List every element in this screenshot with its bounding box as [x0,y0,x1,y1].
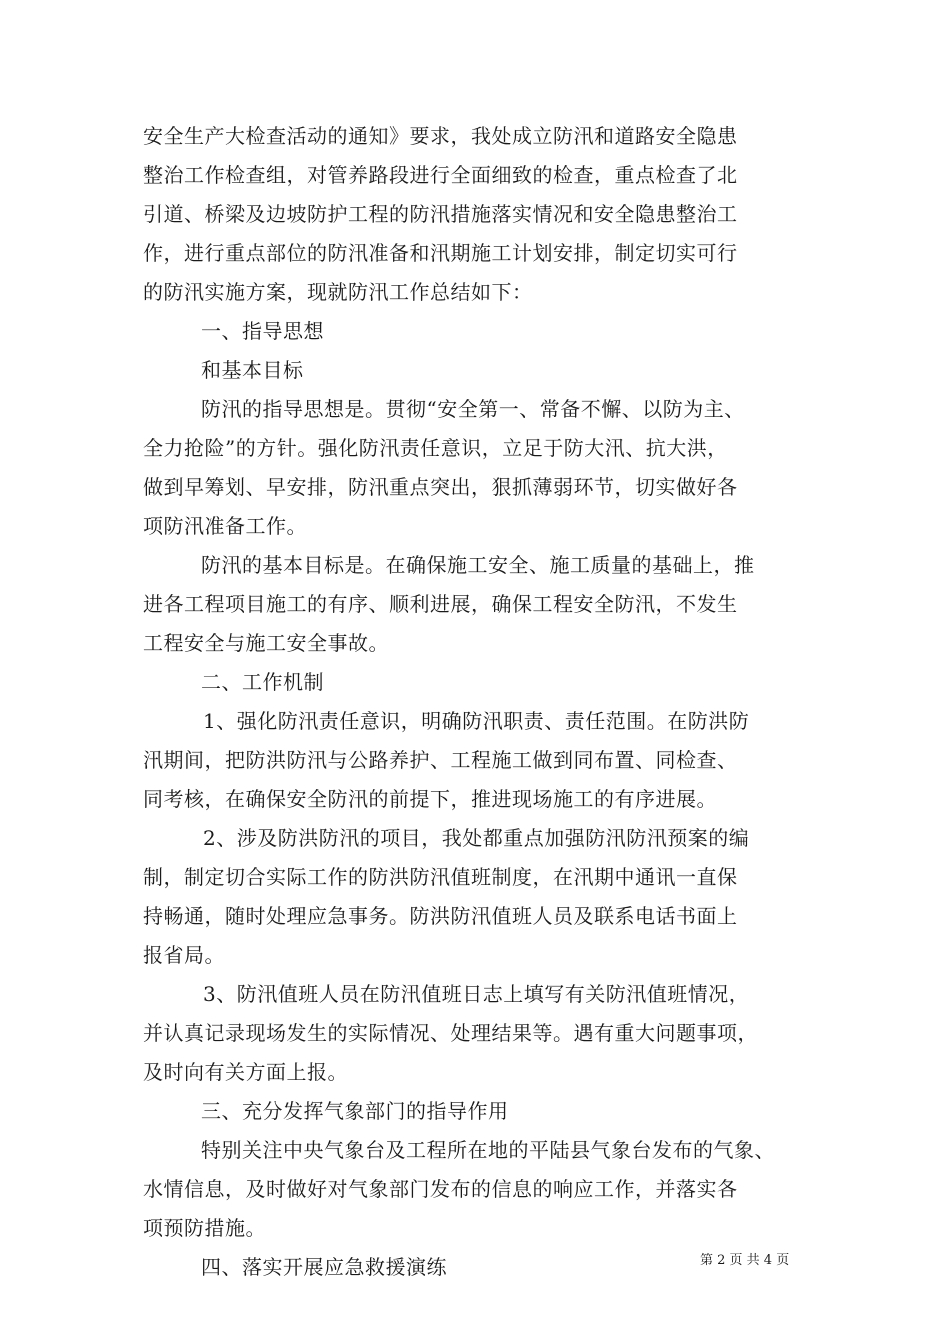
section-heading: 和基本目标 [201,358,304,382]
text-line: 持畅通，随时处理应急事务。防洪防汛值班人员及联系电话书面上 [143,904,738,928]
text-line: 水情信息，及时做好对气象部门发布的信息的响应工作，并落实各 [143,1177,738,1201]
text-line: 防汛的基本目标是。在确保施工安全、施工质量的基础上，推 [201,553,755,577]
text-line: 工程安全与施工安全事故。 [143,631,389,655]
text-line: 安全生产大检查活动的通知》要求，我处成立防汛和道路安全隐患 [143,124,738,148]
text-line: 防汛的指导思想是。贯彻“安全第一、常备不懈、以防为主、 [201,397,745,421]
text-line: 报省局。 [143,943,225,967]
section-heading: 二、工作机制 [201,670,324,694]
text-line: 整治工作检查组，对管养路段进行全面细致的检查，重点检查了北 [143,163,738,187]
text-line: 作，进行重点部位的防汛准备和汛期施工计划安排，制定切实可行 [143,241,738,265]
document-body [143,117,811,1287]
text-line: 同考核，在确保安全防汛的前提下，推进现场施工的有序进展。 [143,787,717,811]
text-line: 的防汛实施方案，现就防汛工作总结如下： [143,280,533,304]
text-line: 制，制定切合实际工作的防洪防汛值班制度，在汛期中通讯一直保 [143,865,738,889]
text-line: 及时向有关方面上报。 [143,1060,348,1084]
text-line: 特别关注中央气象台及工程所在地的平陆县气象台发布的气象、 [201,1138,775,1162]
text-line: 项预防措施。 [143,1216,266,1240]
text-line: 全力抢险”的方针。强化防汛责任意识，立足于防大汛、抗大洪， [143,436,728,460]
text-line: 并认真记录现场发生的实际情况、处理结果等。遇有重大问题事项， [143,1021,758,1045]
text-line: 汛期间，把防洪防汛与公路养护、工程施工做到同布置、同检查、 [143,748,738,772]
text-line: 做到早筹划、早安排，防汛重点突出，狠抓薄弱环节，切实做好各 [143,475,738,499]
text-line: 2、涉及防洪防汛的项目，我处都重点加强防汛防汛预案的编 [203,826,750,850]
page-number-footer: 第 2 页 共 4 页 [700,1253,790,1268]
section-heading: 三、充分发挥气象部门的指导作用 [201,1099,509,1123]
text-line: 引道、桥梁及边坡防护工程的防汛措施落实情况和安全隐患整治工 [143,202,738,226]
text-line: 1、强化防汛责任意识，明确防汛职责、责任范围。在防洪防 [203,709,750,733]
text-line: 3、防汛值班人员在防汛值班日志上填写有关防汛值班情况， [203,982,750,1006]
text-line: 项防汛准备工作。 [143,514,307,538]
section-heading: 四、落实开展应急救援演练 [201,1255,447,1279]
section-heading: 一、指导思想 [201,319,324,343]
text-line: 进各工程项目施工的有序、顺利进展，确保工程安全防汛，不发生 [143,592,738,616]
